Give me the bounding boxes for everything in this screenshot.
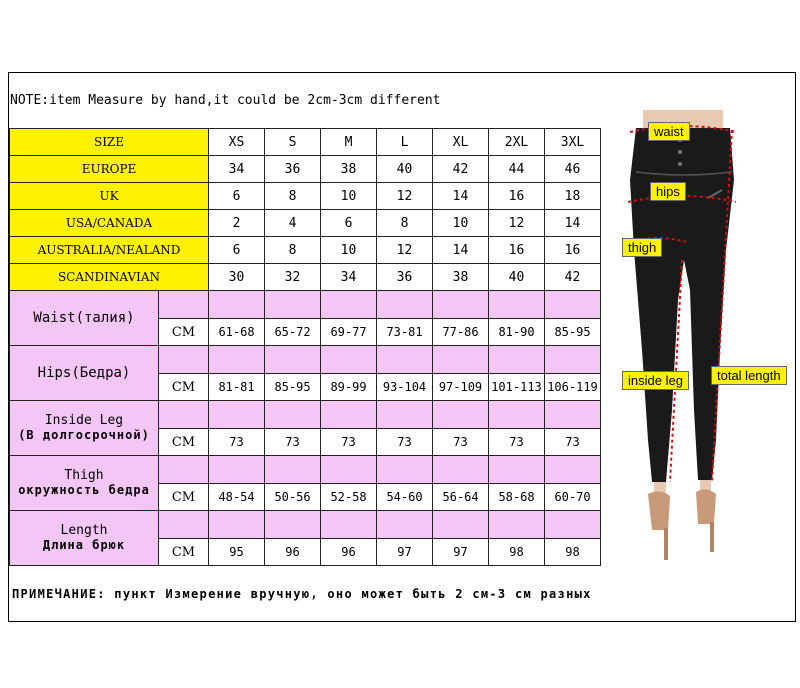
size-label-cell: 2XL (489, 129, 545, 156)
pink-spacer-cell (265, 456, 321, 484)
pink-spacer-cell (433, 511, 489, 539)
region-value-cell: 32 (265, 264, 321, 291)
pink-spacer-cell (489, 511, 545, 539)
pink-spacer-cell (265, 291, 321, 319)
pants-figure (608, 110, 798, 570)
measure-value-cell: 101-113 (489, 374, 545, 401)
pink-spacer-cell (265, 346, 321, 374)
region-row (10, 237, 601, 264)
measure-label-cell (10, 456, 159, 511)
measure-value-cell: 106-119 (545, 374, 601, 401)
measure-label-secondary: Длина брюк (42, 538, 126, 552)
region-value-cell: 42 (433, 156, 489, 183)
pink-spacer-cell (545, 401, 601, 429)
region-row (10, 210, 601, 237)
pink-spacer-cell (265, 401, 321, 429)
measure-value-cell: 96 (265, 539, 321, 566)
size-label-cell: L (377, 129, 433, 156)
total-length-label: total length (711, 366, 787, 385)
pink-spacer-cell (489, 401, 545, 429)
region-value-cell: 8 (377, 210, 433, 237)
region-value-cell: 18 (545, 183, 601, 210)
measure-row-top (10, 291, 601, 319)
measure-value-cell: 77-86 (433, 319, 489, 346)
region-value-cell: 6 (321, 210, 377, 237)
left-shoe (648, 491, 670, 530)
measure-row-top (10, 346, 601, 374)
measure-value-cell: 95 (209, 539, 265, 566)
region-value-cell: 8 (265, 237, 321, 264)
pink-spacer-cell (209, 346, 265, 374)
measure-value-cell: 73 (321, 429, 377, 456)
measure-value-cell: 60-70 (545, 484, 601, 511)
measure-row-top (10, 511, 601, 539)
pink-spacer-cell (159, 511, 209, 539)
measure-label-cell (10, 401, 159, 456)
measure-label: Length (60, 523, 108, 538)
measure-value-cell: 96 (321, 539, 377, 566)
region-value-cell: 38 (321, 156, 377, 183)
pink-spacer-cell (209, 401, 265, 429)
size-label-cell: XL (433, 129, 489, 156)
pink-spacer-cell (489, 291, 545, 319)
region-value-cell: 6 (209, 183, 265, 210)
pink-spacer-cell (433, 346, 489, 374)
measure-label: Inside Leg (44, 413, 124, 428)
measure-value-cell: 73 (489, 429, 545, 456)
measure-value-cell: 81-81 (209, 374, 265, 401)
pink-spacer-cell (209, 511, 265, 539)
pink-spacer-cell (321, 511, 377, 539)
region-name-cell: EUROPE (10, 156, 209, 183)
pink-spacer-cell (433, 401, 489, 429)
measure-value-cell: 81-90 (489, 319, 545, 346)
measure-value-cell: 97 (377, 539, 433, 566)
measure-value-cell: 73 (433, 429, 489, 456)
measure-value-cell: 48-54 (209, 484, 265, 511)
thigh-label: thigh (622, 238, 662, 257)
unit-cell: CM (159, 374, 209, 401)
region-value-cell: 30 (209, 264, 265, 291)
region-value-cell: 14 (433, 183, 489, 210)
measure-label-cell (10, 511, 159, 566)
note-russian: ПРИМЕЧАНИЕ: пункт Измерение вручную, оно может быть 2 см-3 см разных (12, 587, 592, 601)
measure-value-cell: 85-95 (545, 319, 601, 346)
measure-value-cell: 73 (209, 429, 265, 456)
measure-value-cell: 85-95 (265, 374, 321, 401)
measure-label-cell (10, 291, 159, 346)
measure-label: Waist(талия) (33, 310, 135, 326)
region-value-cell: 6 (209, 237, 265, 264)
pink-spacer-cell (545, 346, 601, 374)
region-value-cell: 40 (489, 264, 545, 291)
unit-cell: CM (159, 319, 209, 346)
region-value-cell: 16 (489, 237, 545, 264)
waist-label: waist (648, 122, 690, 141)
unit-cell: CM (159, 484, 209, 511)
size-label-cell: S (265, 129, 321, 156)
region-name-cell: USA/CANADA (10, 210, 209, 237)
region-value-cell: 36 (377, 264, 433, 291)
pink-spacer-cell (545, 511, 601, 539)
region-value-cell: 44 (489, 156, 545, 183)
pink-spacer-cell (159, 456, 209, 484)
measure-value-cell: 93-104 (377, 374, 433, 401)
pink-spacer-cell (489, 346, 545, 374)
measure-value-cell: 56-64 (433, 484, 489, 511)
measure-value-cell: 50-56 (265, 484, 321, 511)
pink-spacer-cell (433, 291, 489, 319)
measure-value-cell: 61-68 (209, 319, 265, 346)
region-value-cell: 2 (209, 210, 265, 237)
right-shoe (696, 489, 716, 524)
size-table (9, 128, 601, 566)
size-header-row (10, 129, 601, 156)
region-value-cell: 12 (377, 183, 433, 210)
pink-spacer-cell (377, 401, 433, 429)
measure-value-cell: 69-77 (321, 319, 377, 346)
region-value-cell: 14 (545, 210, 601, 237)
measure-row-top (10, 456, 601, 484)
measure-value-cell: 98 (489, 539, 545, 566)
pink-spacer-cell (159, 401, 209, 429)
region-value-cell: 40 (377, 156, 433, 183)
hips-label: hips (650, 182, 686, 201)
measure-value-cell: 98 (545, 539, 601, 566)
region-value-cell: 42 (545, 264, 601, 291)
pink-spacer-cell (265, 511, 321, 539)
region-row (10, 264, 601, 291)
region-row (10, 156, 601, 183)
measure-value-cell: 97-109 (433, 374, 489, 401)
measure-value-cell: 52-58 (321, 484, 377, 511)
region-value-cell: 38 (433, 264, 489, 291)
measure-value-cell: 73 (265, 429, 321, 456)
region-value-cell: 34 (321, 264, 377, 291)
pink-spacer-cell (377, 291, 433, 319)
inside-leg-label: inside leg (622, 371, 689, 390)
measure-value-cell: 97 (433, 539, 489, 566)
note-english: NOTE:item Measure by hand,it could be 2cm-3cm different (10, 93, 441, 108)
pink-spacer-cell (159, 291, 209, 319)
size-header-cell: SIZE (10, 129, 209, 156)
region-value-cell: 36 (265, 156, 321, 183)
region-name-cell: UK (10, 183, 209, 210)
measure-value-cell: 73-81 (377, 319, 433, 346)
pink-spacer-cell (489, 456, 545, 484)
pink-spacer-cell (377, 511, 433, 539)
pink-spacer-cell (377, 346, 433, 374)
region-value-cell: 14 (433, 237, 489, 264)
region-value-cell: 10 (433, 210, 489, 237)
measure-value-cell: 73 (545, 429, 601, 456)
measure-value-cell: 54-60 (377, 484, 433, 511)
region-value-cell: 16 (545, 237, 601, 264)
region-value-cell: 12 (377, 237, 433, 264)
measure-row-top (10, 401, 601, 429)
pink-spacer-cell (159, 346, 209, 374)
measure-label-cell (10, 346, 159, 401)
region-value-cell: 12 (489, 210, 545, 237)
measure-label: Thigh (64, 468, 104, 483)
pink-spacer-cell (377, 456, 433, 484)
region-value-cell: 16 (489, 183, 545, 210)
region-value-cell: 10 (321, 237, 377, 264)
size-label-cell: M (321, 129, 377, 156)
region-name-cell: AUSTRALIA/NEALAND (10, 237, 209, 264)
region-row (10, 183, 601, 210)
measure-label-secondary: (В долгосрочной) (18, 428, 150, 442)
pink-spacer-cell (321, 346, 377, 374)
size-label-cell: 3XL (545, 129, 601, 156)
measure-value-cell: 73 (377, 429, 433, 456)
region-name-cell: SCANDINAVIAN (10, 264, 209, 291)
unit-cell: CM (159, 539, 209, 566)
pink-spacer-cell (209, 291, 265, 319)
measure-value-cell: 89-99 (321, 374, 377, 401)
pink-spacer-cell (321, 456, 377, 484)
pink-spacer-cell (433, 456, 489, 484)
measure-label-secondary: окружность бедра (18, 483, 150, 497)
region-value-cell: 10 (321, 183, 377, 210)
pink-spacer-cell (209, 456, 265, 484)
measure-label: Hips(Бедра) (37, 365, 131, 381)
pink-spacer-cell (321, 291, 377, 319)
pants-illustration (608, 110, 798, 570)
unit-cell: CM (159, 429, 209, 456)
pink-spacer-cell (545, 291, 601, 319)
region-value-cell: 8 (265, 183, 321, 210)
region-value-cell: 46 (545, 156, 601, 183)
measure-value-cell: 58-68 (489, 484, 545, 511)
pink-spacer-cell (321, 401, 377, 429)
measure-value-cell: 65-72 (265, 319, 321, 346)
size-label-cell: XS (209, 129, 265, 156)
region-value-cell: 34 (209, 156, 265, 183)
pink-spacer-cell (545, 456, 601, 484)
region-value-cell: 4 (265, 210, 321, 237)
